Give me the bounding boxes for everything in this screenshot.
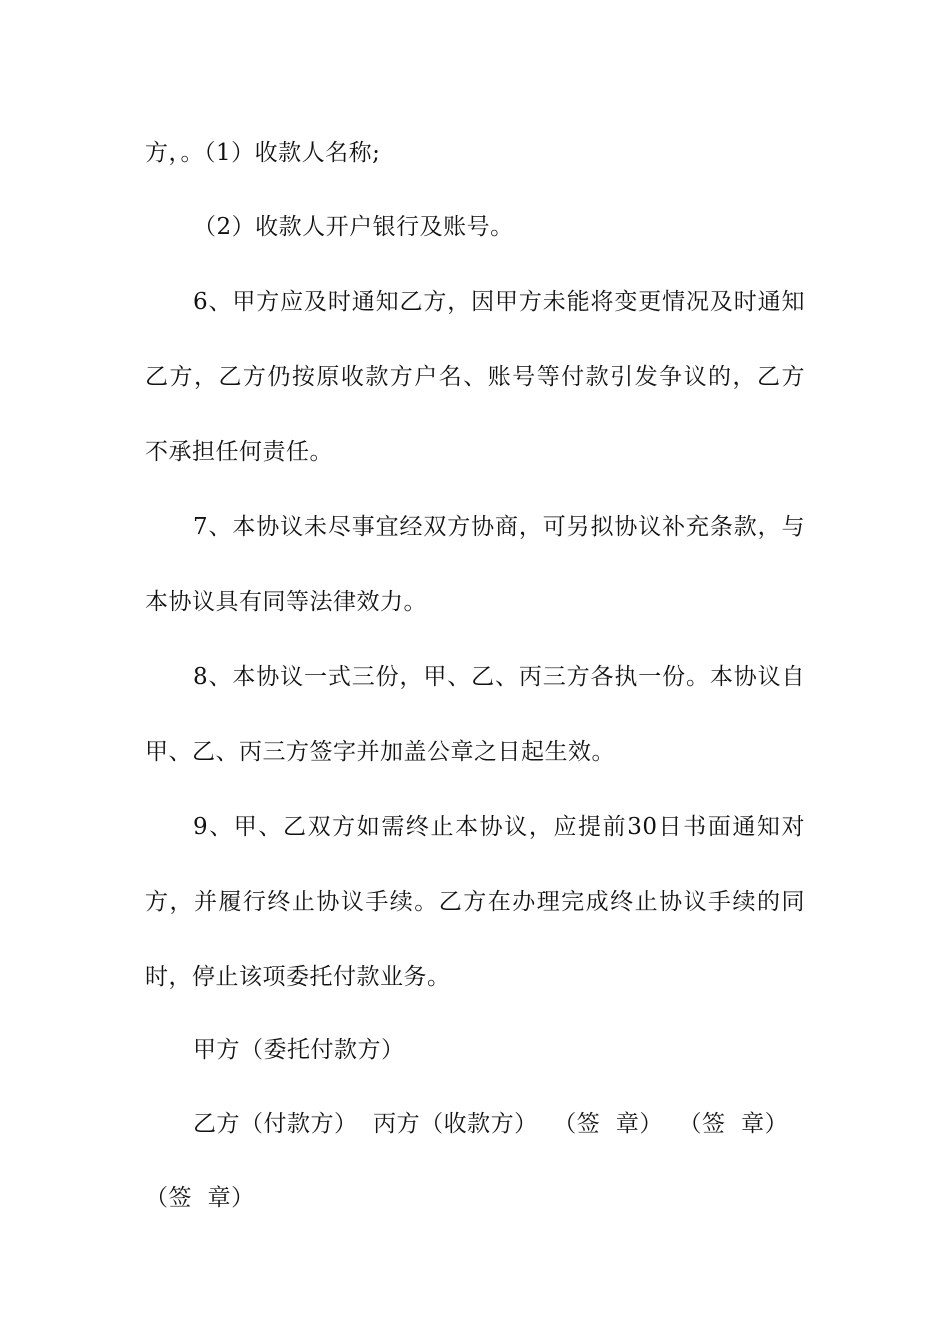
text-line-2: （2）收款人开户银行及账号。 (193, 214, 514, 240)
text-line-6: 7、本协议未尽事宜经双方协商，可另拟协议补充条款，与 (193, 514, 805, 540)
text-line-8: 8、本协议一式三份，甲、乙、丙三方各执一份。本协议自 (193, 664, 805, 690)
text-line-3: 6、甲方应及时通知乙方，因甲方未能将变更情况及时通知 (193, 289, 805, 315)
text-line-12: 时，停止该项委托付款业务。 (145, 964, 451, 990)
text-line-11: 方，并履行终止协议手续。乙方在办理完成终止协议手续的同 (145, 889, 805, 915)
signature-line: 乙方（付款方） 丙方（收款方） （签 章） （签 章） (193, 1111, 789, 1137)
text-line-1: 方，。（1）收款人名称; (145, 140, 381, 166)
text-line-4: 乙方，乙方仍按原收款方户名、账号等付款引发争议的，乙方 (145, 364, 805, 390)
text-line-10: 9、甲、乙双方如需终止本协议，应提前30日书面通知对 (193, 814, 805, 840)
text-line-5: 不承担任何责任。 (145, 439, 333, 465)
text-line-13: 甲方（委托付款方） (193, 1037, 405, 1063)
text-line-9: 甲、乙、丙三方签字并加盖公章之日起生效。 (145, 739, 615, 765)
text-line-7: 本协议具有同等法律效力。 (145, 589, 427, 615)
signature-line-2: （签 章） (145, 1185, 255, 1211)
